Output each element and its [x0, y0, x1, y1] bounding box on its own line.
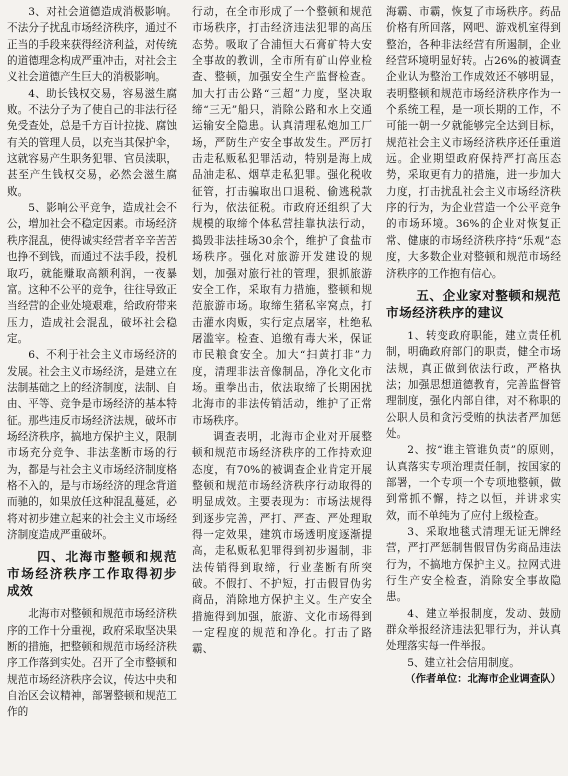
paragraph: 海霸、市霸，恢复了市场秩序。药品价格有所回落，网吧、游戏机室得到整治，各种非法经营有所遏制，企业经营环境明显好转。占26%的被调查企业认为整治工作成效还不够明显，表明整顿和规范市场经济秩序作为一个系统工程，是一项长期的工作，不可能一朝一夕就能够完全达到目标，规范社会主义市场经济秩序还任重道远。企业期望政府保持严打高压态势，采取更有力的措施，进一步加大力度，打击扰乱社会主义市场经济秩序的行为，为企业营造一个公平竞争的市场环境。36%的企业对恢复正常、健康的市场经济秩序持“乐观”态度，大多数企业对整顿和规范市场经济秩序的工作抱有信心。 [386, 6, 561, 280]
paragraph: 3、采取地毯式清理无证无牌经营，严打严惩制售假冒伪劣商品违法行为，不搞地方保护主义。拉网式进行生产安全检查，消除安全事故隐患。 [386, 525, 561, 604]
paragraph: 4、助长钱权交易，容易滋生腐败。不法分子为了使自己的非法行径免受查处，总是千方百计拉拢、腐蚀有关的管理人员，以充当其保护伞，这就容易产生职务犯罪、官员渎职，甚至产生钱权交易，必然会滋生腐败。 [7, 87, 177, 198]
paragraph: 行动，在全市形成了一个整顿和规范市场秩序，打击经济违法犯罪的高压态势。吸取了合浦恒大石膏矿特大安全事故的教训，全市所有矿山停业检查、整顿，加强安全生产监督检查。加大打击公路“三超”力度，坚决取缔“三无”船只，消除公路和水上交通运输安全隐患。认真清理私炮加工厂场，严防生产安全事故发生。严厉打击走私贩私犯罪活动，特别是海上成品油走私、烟草走私犯罪。强化税收征管，打击骗取出口退税、偷逃税款行为，依法征税。市政府还组织了大规模的取缔个体私营挂靠执法行动，捣毁非法挂场30余个，维护了食盐市场秩序。强化对旅游开发建设的规划，加强对旅行社的管理，狠抓旅游安全工作，采取有力措施，整顿和规范旅游市场。取缔生猪私宰窝点，打击灌水肉贩，实行定点屠宰，杜绝私屠滥宰。检查、追缴有毒大米，保证市民粮食安全。加大“扫黄打非”力度，清理非法音像制品，净化文化市场。重拳出击，依法取缔了长期困扰北海市的非法传销活动，维护了正常市场秩序。 [192, 6, 372, 427]
paragraph: 5、建立社会信用制度。 [407, 656, 520, 669]
paragraph: 3、对社会道德造成消极影响。不法分子扰乱市场经济秩序，通过不正当的手段来获得经济利益，对传统的道德理念构成严重冲击，对社会主义社会道德产生巨大的消极影响。 [7, 6, 177, 84]
section-heading-4: 四、北海市整顿和规范市场经济秩序工作取得初步成效 [7, 549, 177, 599]
text-column-right [386, 4, 561, 772]
paragraph: 5、影响公平竞争，造成社会不公，增加社会不稳定因素。市场经济秩序混乱，使得诚实经营者辛辛苦苦也挣不到钱，而通过不法手段，投机取巧，就能赚取高额利润，一夜暴富。这种不公平的竞争，往往导致正当经营的企业处境艰难，给政府带来压力，造成社会混乱，破坏社会稳定。 [7, 202, 177, 345]
paragraph: 调查表明，北海市企业对开展整顿和规范市场经济秩序的工作持欢迎态度，有70%的被调查企业肯定开展整顿和规范市场经济秩序行动取得的明显成效。主要表现为：市场法规得到逐步完善，严打、严查、严处理取得一定效果，建筑市场透明度逐渐提高，走私贩私犯罪得到初步遏制，非法传销得到取缔，行业垄断有所突破。不假打、不护短，打击假冒伪劣商品，消除地方保护主义。生产安全措施得到加强，旅游、文化市场得到一定程度的规范和净化。打击了路霸、 [192, 430, 372, 656]
paragraph: 2、按“谁主管谁负责”的原则，认真落实专项治理责任制，按国家的部署，一个专项一个专项地整顿，做到常抓不懈，持之以恒，并讲求实效，而不单纯为了应付上级检查。 [386, 444, 561, 522]
text-column-left [7, 4, 177, 772]
paragraph: 4、建立举报制度，发动、鼓励群众举报经济违法犯罪行为，并认真处理落实每一件举报。 [386, 607, 561, 653]
section-heading-5: 五、企业家对整顿和规范市场经济秩序的建议 [386, 287, 561, 320]
author-affiliation: （作者单位：北海市企业调查队） [405, 673, 561, 686]
paragraph: 北海市对整顿和规范市场经济秩序的工作十分重视，政府采取坚决果断的措施，把整顿和规范市场经济秩序工作落到实处。召开了全市整顿和规范市场经济秩序会议，传达中央和自治区会议精神，部署整顿和规范工作的 [7, 608, 177, 719]
text-column-middle [192, 4, 372, 772]
paragraph: 1、转变政府职能，建立责任机制，明确政府部门的职责，健全市场法规，真正做到依法行政，严格执法；加强思想道德教育，完善监督管理制度，强化内部自律，对不称职的公职人员和贪污受贿的执法者严加惩处。 [386, 329, 561, 440]
paragraph: 6、不利于社会主义市场经济的发展。社会主义市场经济，是建立在法制基础之上的经济制度，法制、自由、平等、竞争是市场经济的基本特征。那些违反市场经济法规，破坏市场经济秩序，搞地方保护主义，限制市场充分竞争、非法垄断市场的行为，都是与社会主义市场经济制度格格不入的，是与市场经济的理念背道而驰的，如果放任这种混乱蔓延，必将对初步建立起来的社会主义市场经济制度造成严重破坏。 [7, 349, 177, 541]
